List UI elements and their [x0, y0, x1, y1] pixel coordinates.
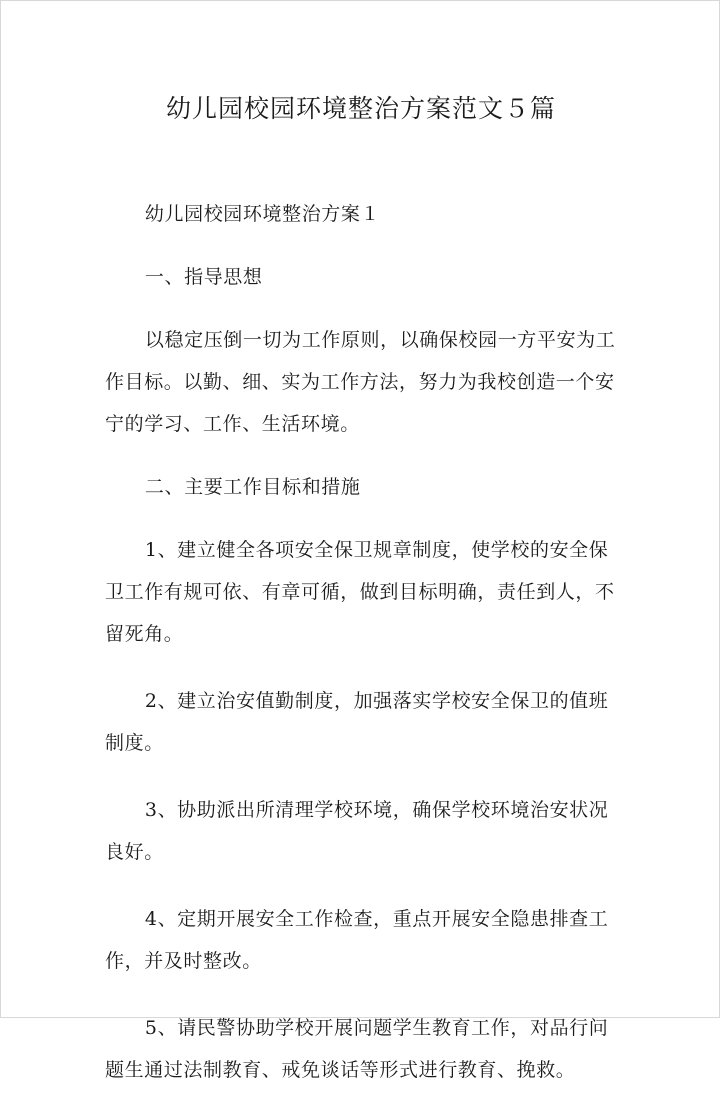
- section-title: 幼儿园校园环境整治方案１: [144, 203, 381, 225]
- list-item-5: 5、请民警协助学校开展问题学生教育工作，对品行问题生通过法制教育、戒免谈话等形式进行教育、挽救。: [105, 1017, 609, 1081]
- heading-guiding-ideology: 一、指导思想: [144, 266, 263, 288]
- list-item-2: 2、建立治安值勤制度，加强落实学校安全保卫的值班制度。: [105, 690, 609, 754]
- document-body: [105, 193, 625, 1116]
- list-item-3: 3、协助派出所清理学校环境，确保学校环境治安状况良好。: [105, 799, 609, 863]
- heading-main-goals: 二、主要工作目标和措施: [144, 476, 361, 498]
- list-item-1: 1、建立健全各项安全保卫规章制度，使学校的安全保卫工作有规可依、有章可循，做到目标明确，责任到人，不留死角。: [105, 539, 615, 645]
- paragraph-guiding-ideology: 以稳定压倒一切为工作原则，以确保校园一方平安为工作目标。以勤、细、实为工作方法，努力为我校创造一个安宁的学习、工作、生活环境。: [105, 329, 616, 435]
- document-title: 幼儿园校园环境整治方案范文５篇: [165, 94, 556, 123]
- list-item-4: 4、定期开展安全工作检查，重点开展安全隐患排查工作，并及时整改。: [105, 908, 609, 972]
